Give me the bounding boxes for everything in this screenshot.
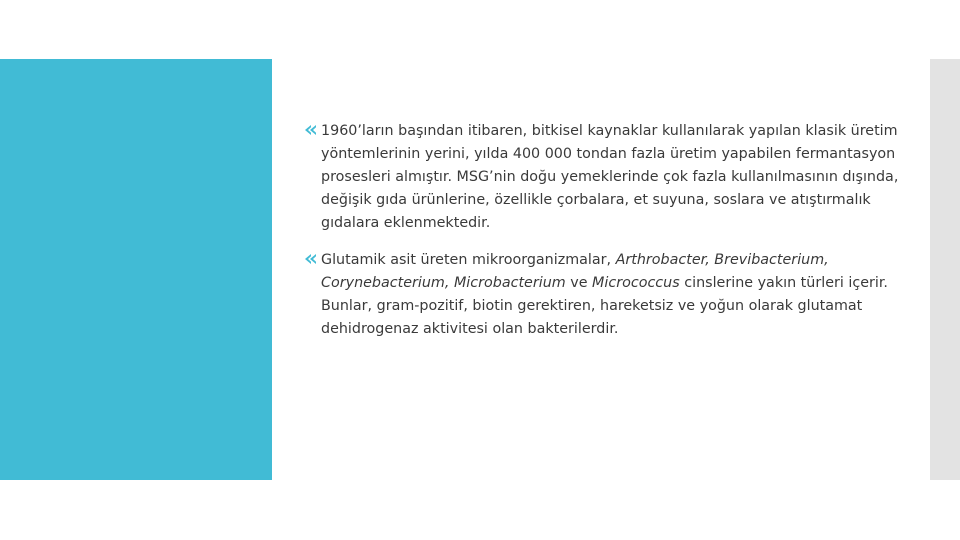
- bullet-text-connector: ve: [565, 275, 593, 291]
- bullet-text-start: Glutamik asit üreten mikroorganizmalar,: [321, 252, 616, 268]
- double-chevron-bullet-icon: [304, 253, 318, 265]
- bullet-text-msg-production: 1960’ların başından itibaren, bitkisel kaynaklar kullanılarak yapılan klasik üretim yöntemlerinin yerini, yılda 400 000 tondan fazla üretim yapabilen fermantasyon prosesleri almıştır. MSG’nin doğu yemeklerinde çok fazla kullanılmasının dışında, değişik gıda ürünlerine, özellikle çorbalara, et suyuna, soslara ve atıştırmalık gıdalara eklenmektedir.: [321, 123, 899, 231]
- genus-names-italic: Arthrobacter, Brevibacterium, Corynebacterium, Microbacterium: [321, 252, 829, 291]
- bullet-item-glutamic-acid-microorganisms: [304, 249, 904, 341]
- genus-name-micrococcus-italic: Micrococcus: [592, 275, 680, 291]
- side-strip: [930, 59, 960, 480]
- bullet-text-end: cinslerine yakın türleri içerir. Bunlar, gram-pozitif, biotin gerektiren, hareketsiz ve yoğun olarak glutamat dehidrogenaz aktivitesi olan bakterilerdir.: [321, 275, 888, 337]
- accent-panel: [0, 59, 272, 480]
- bullet-list: [304, 120, 904, 355]
- bullet-item-msg-production: [304, 120, 904, 235]
- double-chevron-bullet-icon: [304, 124, 318, 136]
